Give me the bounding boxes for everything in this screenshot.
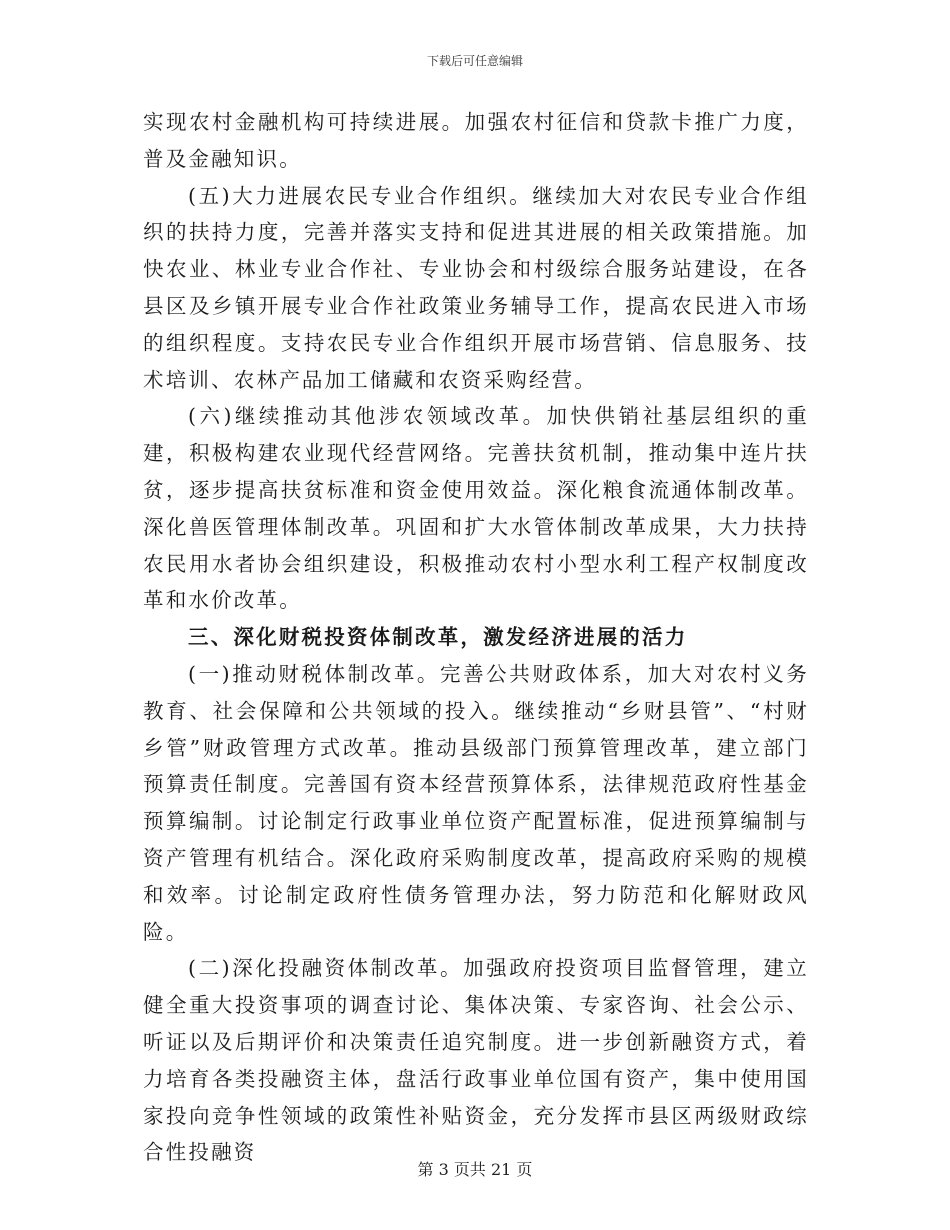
section-heading-3: 三、深化财税投资体制改革，激发经济进展的活力 [188, 625, 688, 650]
document-body [143, 104, 809, 1171]
paragraph-continuation: 实现农村金融机构可持续进展。加强农村征信和贷款卡推广力度，普及金融知识。 [143, 110, 809, 171]
paragraph-item-5: (五)大力进展农民专业合作组织。继续加大对农民专业合作组织的扶持力度，完善并落实支持和促进其进展的相关政策措施。加快农业、林业专业合作社、专业协会和村级综合服务站建设，在各县区及乡镇开展专业合作社政策业务辅导工作，提高农民进入市场的组织程度。支持农民专业合作组织开展市场营销、信息服务、技术培训、农林产品加工储藏和农资采购经营。 [143, 183, 809, 392]
paragraph-item-2: (二)深化投融资体制改革。加强政府投资项目监督管理，建立健全重大投资事项的调查讨论、集体决策、专家咨询、社会公示、听证以及后期评价和决策责任追究制度。进一步创新融资方式，着力培育各类投融资主体，盘活行政事业单位国有资产，集中使用国家投向竞争性领域的政策性补贴资金，充分发挥市县区两级财政综合性投融资 [143, 956, 809, 1165]
page-number: 第 3 页共 21 页 [417, 1160, 533, 1179]
paragraph-item-1: (一)推动财税体制改革。完善公共财政体系，加大对农村义务教育、社会保障和公共领域的投入。继续推动“乡财县管”、“村财乡管”财政管理方式改革。推动县级部门预算管理改革，建立部门预算责任制度。完善国有资本经营预算体系，法律规范政府性基金预算编制。讨论制定行政事业单位资产配置标准，促进预算编制与资产管理有机结合。深化政府采购制度改革，提高政府采购的规模和效率。讨论制定政府性债务管理办法，努力防范和化解财政风险。 [143, 661, 809, 944]
paragraph-item-6: (六)继续推动其他涉农领域改革。加快供销社基层组织的重建，积极构建农业现代经营网络。完善扶贫机制，推动集中连片扶贫，逐步提高扶贫标准和资金使用效益。深化粮食流通体制改革。深化兽医管理体制改革。巩固和扩大水管体制改革成果，大力扶持农民用水者协会组织建设，积极推动农村小型水利工程产权制度改革和水价改革。 [143, 404, 809, 613]
page-header-note: 下载后可任意编辑 [426, 54, 523, 68]
